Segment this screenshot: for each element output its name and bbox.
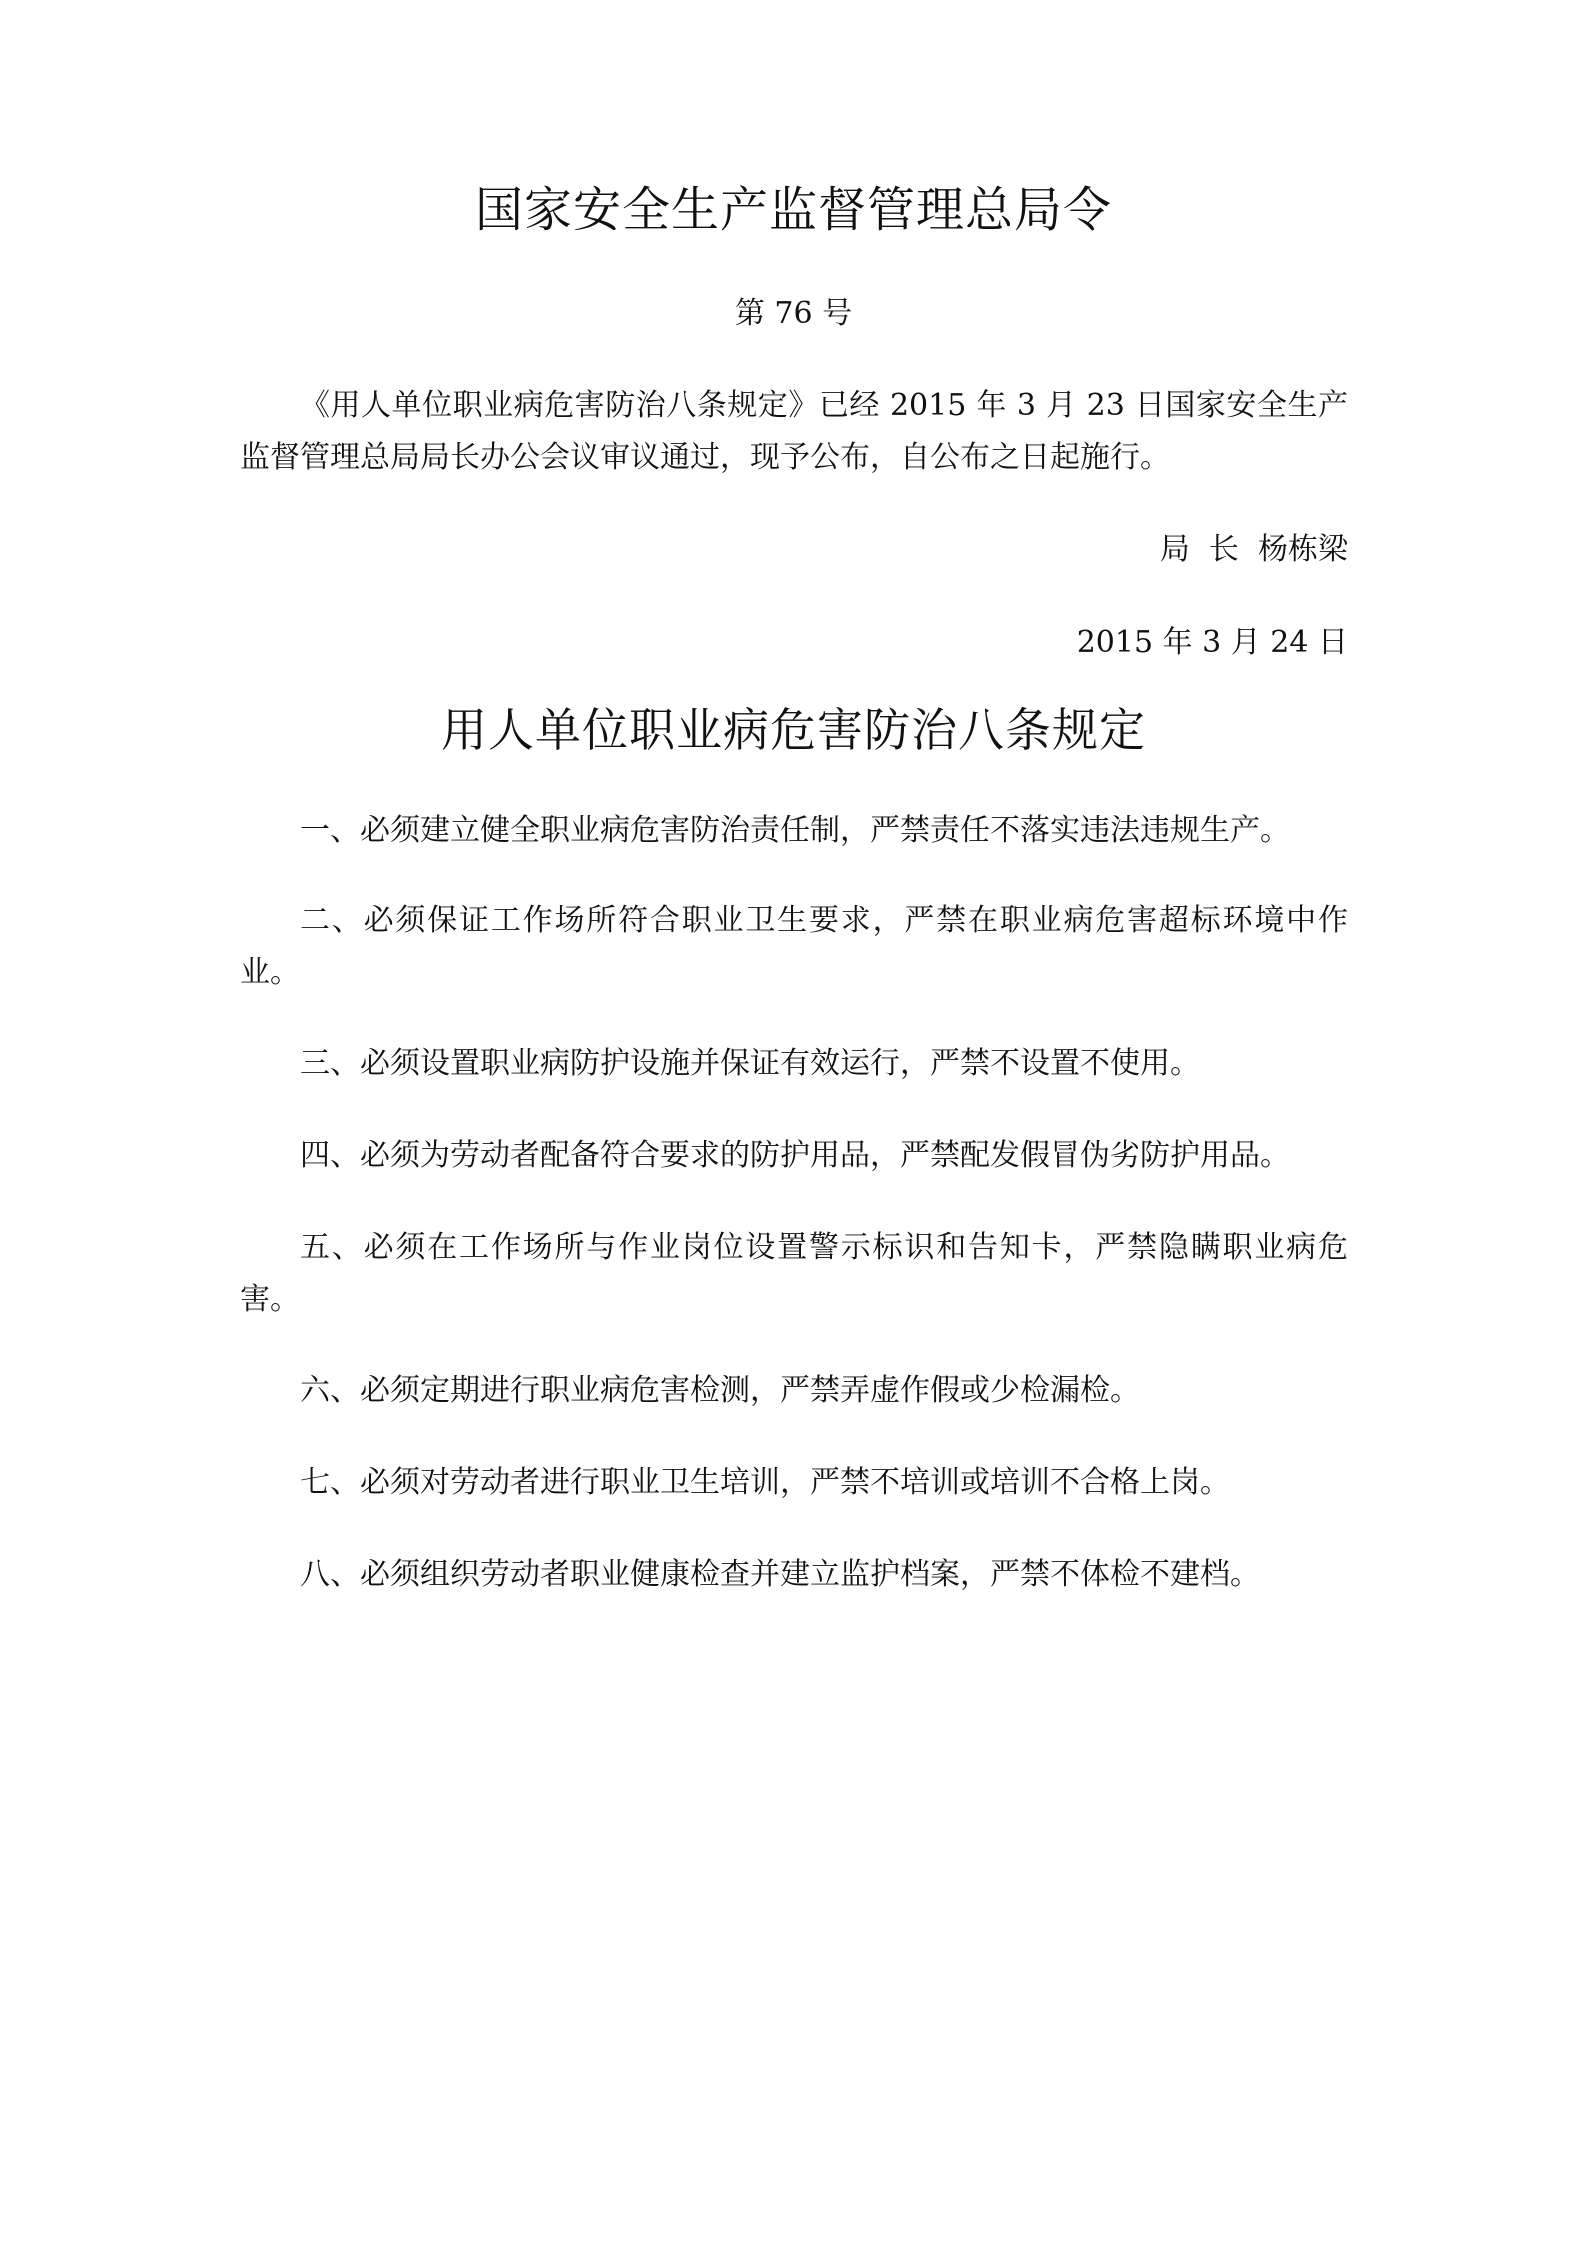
- article-3: 三、必须设置职业病防护设施并保证有效运行，严禁不设置不使用。: [300, 1046, 1200, 1081]
- decree-number: 第 76 号: [734, 296, 853, 331]
- decree-title: 国家安全生产监督管理总局令: [474, 182, 1112, 238]
- rules-title: 用人单位职业病危害防治八条规定: [441, 703, 1146, 757]
- article-1: 一、必须建立健全职业病危害防治责任制，严禁责任不落实违法违规生产。: [300, 813, 1290, 848]
- article-7: 七、必须对劳动者进行职业卫生培训，严禁不培训或培训不合格上岗。: [300, 1465, 1230, 1500]
- article-8: 八、必须组织劳动者职业健康检查并建立监护档案，严禁不体检不建档。: [300, 1557, 1260, 1592]
- sign-date: 2015 年 3 月 24 日: [1076, 625, 1348, 660]
- article-6: 六、必须定期进行职业病危害检测，严禁弄虚作假或少检漏检。: [300, 1373, 1140, 1408]
- signer-line: 局 长 杨栋梁: [1159, 532, 1348, 567]
- decree-intro-paragraph: 《用人单位职业病危害防治八条规定》已经 2015 年 3 月 23 日国家安全生产监督管理总局局长办公会议审议通过，现予公布，自公布之日起施行。: [240, 388, 1348, 475]
- article-2: 二、必须保证工作场所符合职业卫生要求，严禁在职业病危害超标环境中作业。: [240, 903, 1348, 990]
- article-4: 四、必须为劳动者配备符合要求的防护用品，严禁配发假冒伪劣防护用品。: [300, 1138, 1290, 1173]
- article-5: 五、必须在工作场所与作业岗位设置警示标识和告知卡，严禁隐瞒职业病危害。: [240, 1230, 1348, 1317]
